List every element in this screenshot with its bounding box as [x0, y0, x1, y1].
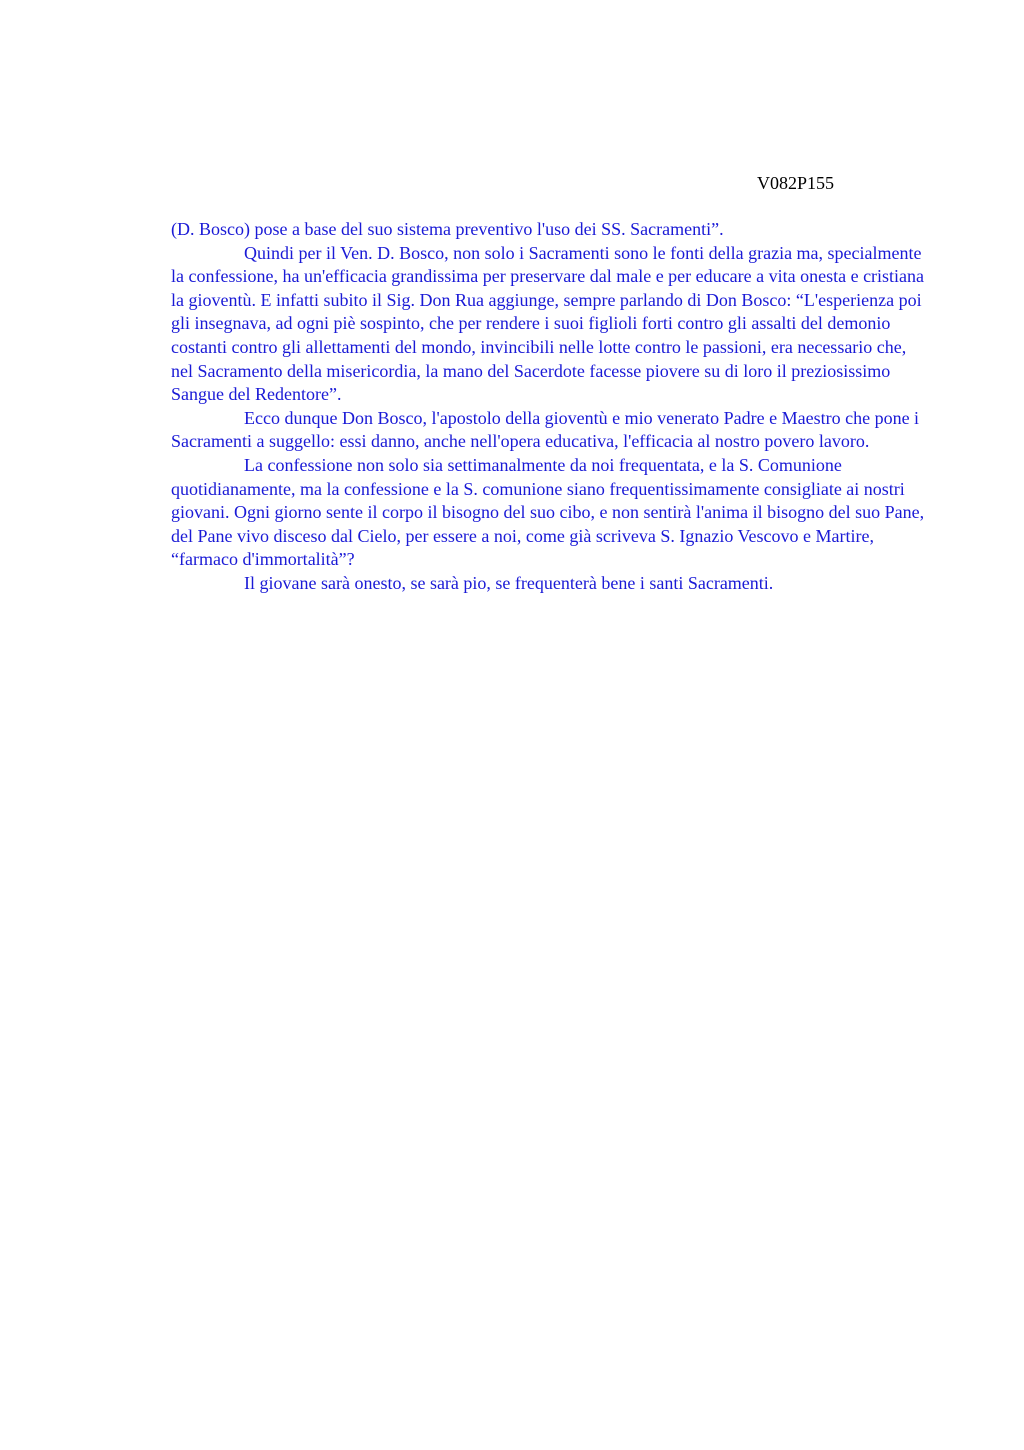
- document-body: [171, 218, 931, 596]
- paragraph-2: Quindi per il Ven. D. Bosco, non solo i Sacramenti sono le fonti della grazia ma, specialmente la confessione, ha un'efficacia grandissima per preservare dal male e per educare a vita onesta e cristiana la gioventù. E infatti subito il Sig. Don Rua aggiunge, sempre parlando di Don Bosco: “L'esperienza poi gli insegnava, ad ogni piè sospinto, che per rendere i suoi figlioli forti contro gli assalti del demonio costanti contro gli allettamenti del mondo, invincibili nelle lotte contro le passioni, era necessario che, nel Sacramento della misericordia, la mano del Sacerdote facesse piovere su di loro il preziosissimo Sangue del Redentore”.: [171, 242, 925, 405]
- page-identifier: V082P155: [757, 173, 835, 193]
- paragraph-5: Il giovane sarà onesto, se sarà pio, se frequenterà bene i santi Sacramenti.: [244, 572, 774, 593]
- paragraph-4: La confessione non solo sia settimanalmente da noi frequentata, e la S. Comunione quotidianamente, ma la confessione e la S. comunione siano frequentissimamente consigliate ai nostri giovani. Ogni giorno sente il corpo il bisogno del suo cibo, e non sentirà l'anima il bisogno del suo Pane, del Pane vivo disceso dal Cielo, per essere a noi, come già scriveva S. Ignazio Vescovo e Martire, “farmaco d'immortalità”?: [171, 454, 925, 570]
- paragraph-1: (D. Bosco) pose a base del suo sistema preventivo l'uso dei SS. Sacramenti”.: [171, 219, 724, 239]
- paragraph-3: Ecco dunque Don Bosco, l'apostolo della gioventù e mio venerato Padre e Maestro che pone i Sacramenti a suggello: essi danno, anche nell'opera educativa, l'efficacia al nostro povero lavoro.: [171, 407, 920, 452]
